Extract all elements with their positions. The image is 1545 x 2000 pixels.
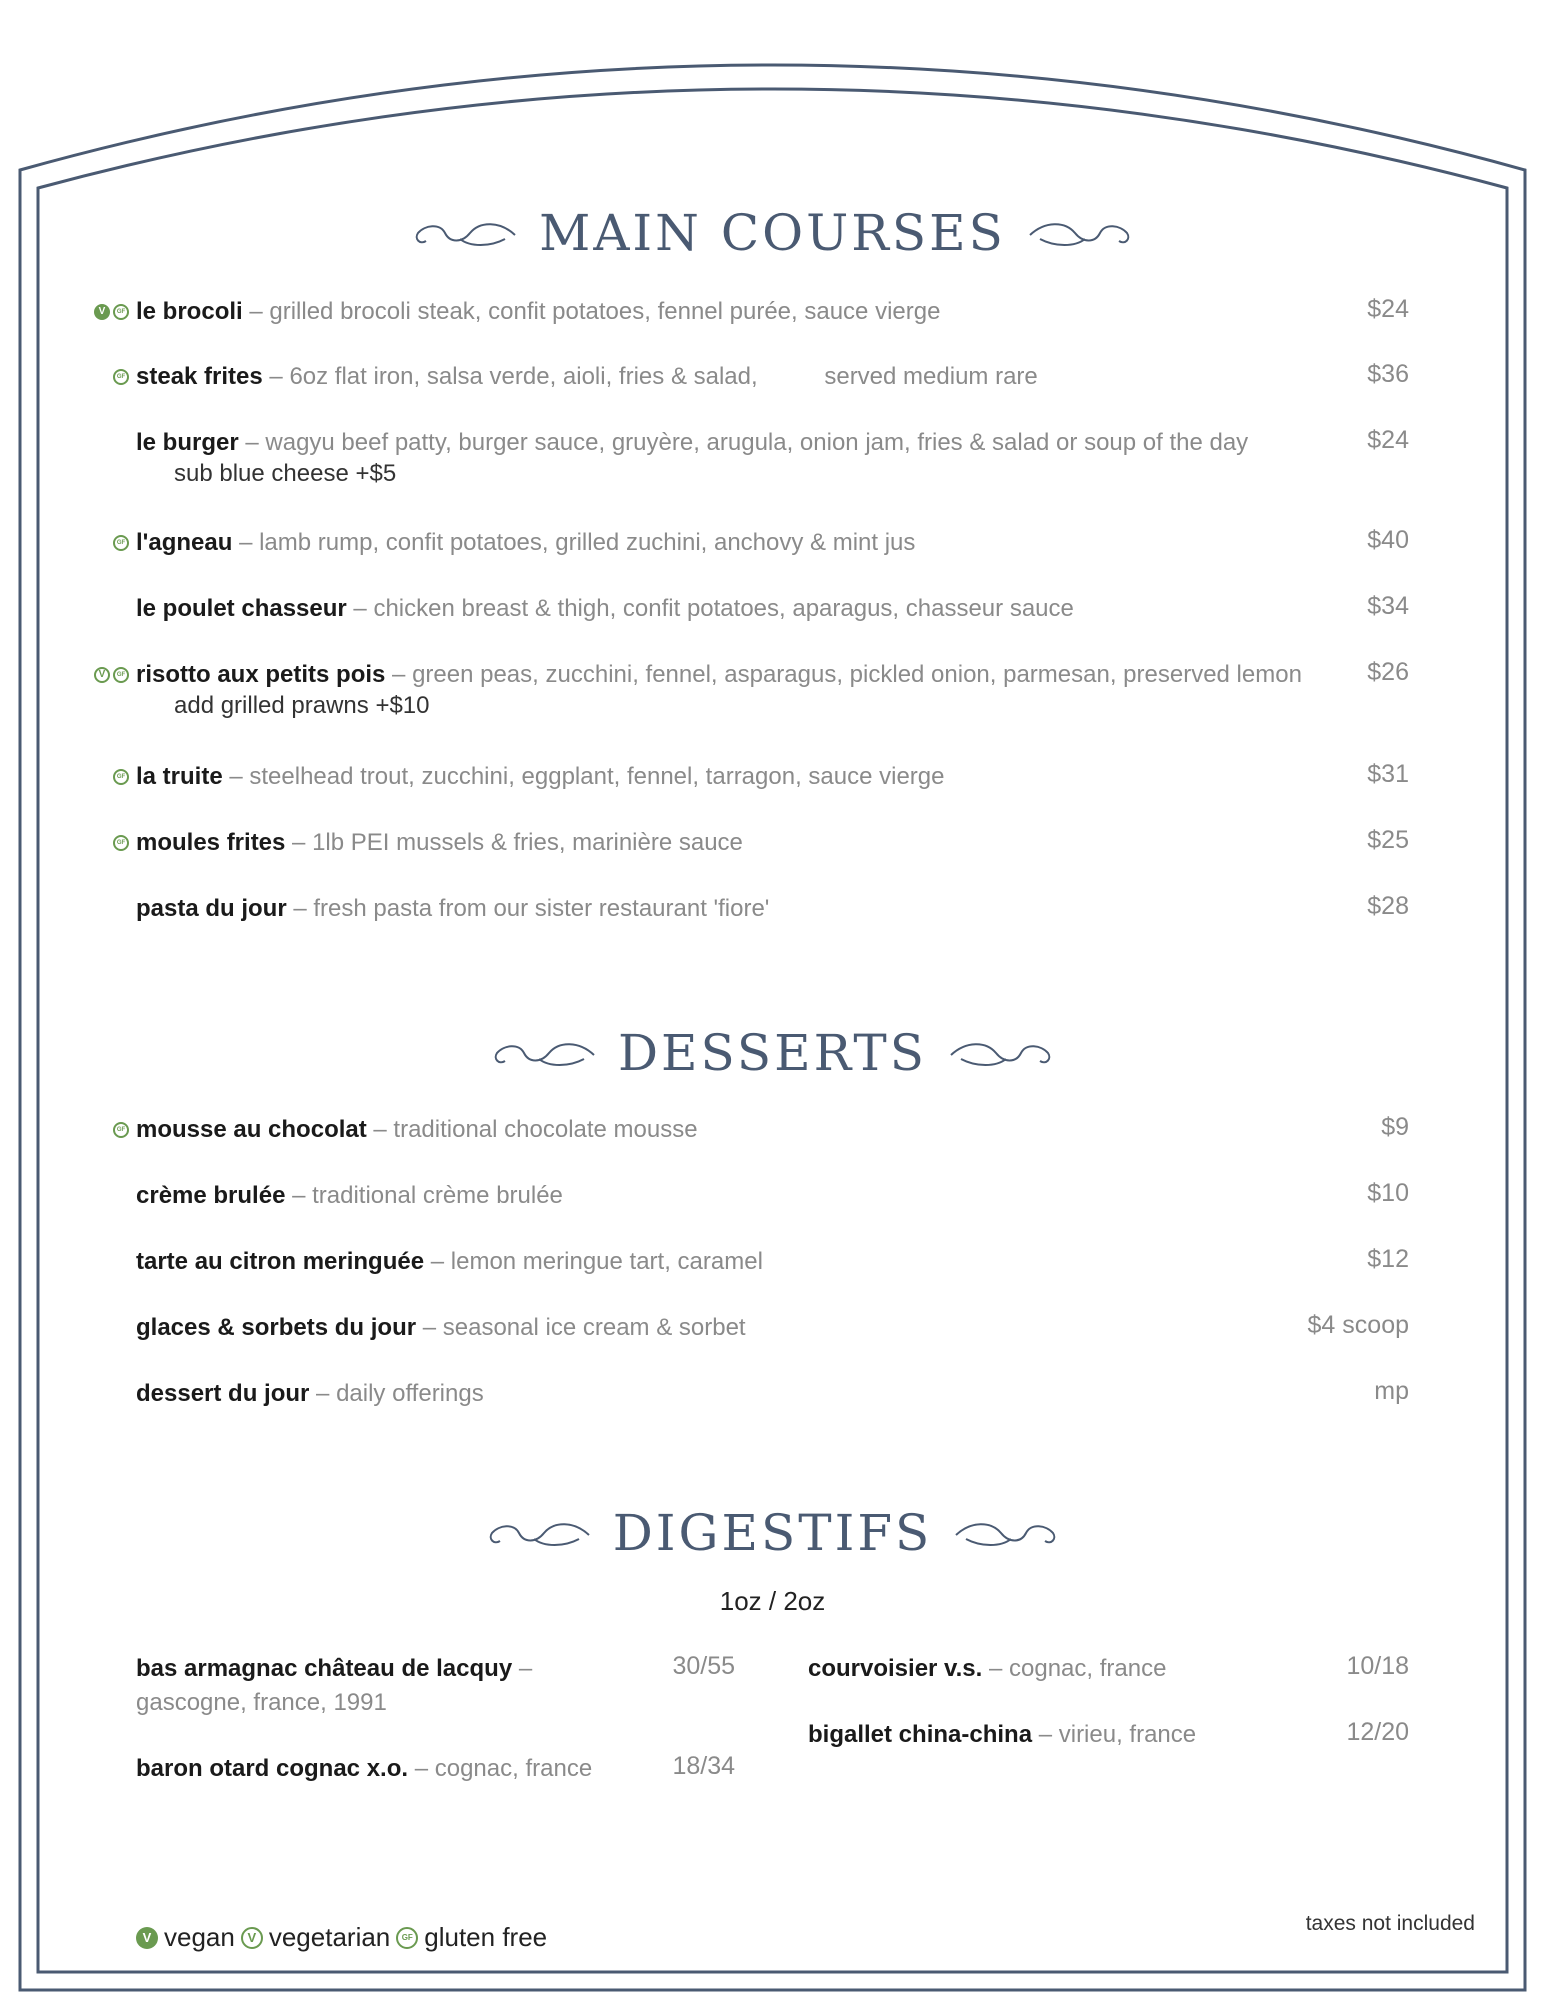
item-description: daily offerings — [336, 1380, 484, 1407]
item-description: lamb rump, confit potatoes, grilled zuchini, anchovy & mint jus — [259, 529, 916, 556]
menu-item — [136, 760, 1416, 794]
item-dash: – — [232, 529, 260, 556]
gluten-free-icon: GF — [113, 535, 129, 551]
item-name: pasta du jour — [136, 895, 287, 922]
diet-icons — [113, 1122, 129, 1138]
legend-vegan: vegan — [164, 1922, 235, 1952]
item-dash: – — [286, 895, 314, 922]
menu-item — [136, 360, 1416, 394]
item-name: le brocoli — [136, 298, 243, 325]
flourish-left-icon — [410, 213, 520, 253]
digestifs-pour-sizes: 1oz / 2oz — [719, 1586, 826, 1616]
item-price: $9 — [1381, 1113, 1409, 1141]
item-name: le poulet chasseur — [136, 595, 347, 622]
item-dash: – — [385, 661, 413, 688]
main-courses-heading — [0, 200, 1545, 262]
item-name: l'agneau — [136, 529, 233, 556]
item-dash: – — [1032, 1721, 1059, 1748]
digestif-item — [136, 1752, 596, 1786]
gluten-free-icon: GF — [113, 1122, 129, 1138]
item-price: $31 — [1367, 760, 1409, 788]
digestif-item — [808, 1652, 1228, 1686]
digestif-item — [808, 1718, 1228, 1752]
item-price: $12 — [1367, 1245, 1409, 1273]
menu-item — [136, 1377, 1416, 1411]
item-description: virieu, france — [1058, 1721, 1197, 1748]
item-dash: – — [238, 429, 266, 456]
gluten-free-icon: GF — [113, 835, 129, 851]
item-dash: – — [982, 1655, 1009, 1682]
item-price: 18/34 — [672, 1752, 735, 1780]
item-description: grilled brocoli steak, confit potatoes, fennel purée, sauce vierge — [269, 298, 941, 325]
item-price: $24 — [1367, 295, 1409, 323]
menu-item — [136, 426, 1416, 460]
item-price: $25 — [1367, 826, 1409, 854]
menu-item — [136, 1113, 1416, 1147]
item-price: 10/18 — [1346, 1652, 1409, 1680]
item-dash: – — [222, 763, 250, 790]
item-description: steelhead trout, zucchini, eggplant, fennel, tarragon, sauce vierge — [249, 763, 945, 790]
diet-icons — [94, 667, 129, 683]
item-dash: – — [408, 1755, 435, 1782]
item-description: gascogne, france, 1991 — [136, 1689, 387, 1716]
item-description: wagyu beef patty, burger sauce, gruyère, arugula, onion jam, fries & salad or soup of the day — [265, 429, 1249, 456]
item-dash: – — [512, 1655, 533, 1682]
item-description: cognac, france — [434, 1755, 593, 1782]
item-name: dessert du jour — [136, 1380, 310, 1407]
legend-vegetarian: vegetarian — [268, 1922, 391, 1952]
main-courses-title: MAIN COURSES — [539, 204, 1006, 262]
flourish-left-icon — [484, 1513, 594, 1553]
digestifs-title: DIGESTIFS — [612, 1504, 933, 1562]
item-price: $26 — [1367, 658, 1409, 686]
diet-icons — [113, 835, 129, 851]
item-name: steak frites — [136, 363, 263, 390]
item-price: $4 scoop — [1307, 1311, 1409, 1339]
item-name: courvoisier v.s. — [808, 1655, 983, 1682]
flourish-right-icon — [1025, 213, 1135, 253]
item-description: seasonal ice cream & sorbet — [442, 1314, 746, 1341]
item-price: 30/55 — [672, 1652, 735, 1680]
taxes-note: taxes not included — [1305, 1912, 1475, 1935]
item-dash: – — [346, 595, 374, 622]
item-description: traditional crème brulée — [312, 1182, 563, 1209]
menu-item — [136, 1245, 1416, 1279]
item-price: mp — [1374, 1377, 1409, 1405]
desserts-heading — [0, 1020, 1545, 1082]
item-dash: – — [309, 1380, 337, 1407]
menu-item — [136, 892, 1416, 926]
item-dash: – — [262, 363, 290, 390]
vegetarian-icon: V — [94, 667, 110, 683]
item-addon: sub blue cheese +$5 — [174, 460, 397, 487]
menu-item — [136, 826, 1416, 860]
gluten-free-icon: GF — [113, 667, 129, 683]
item-description: chicken breast & thigh, confit potatoes, aparagus, chasseur sauce — [373, 595, 1074, 622]
digestif-item — [136, 1652, 596, 1720]
item-name: tarte au citron meringuée — [136, 1248, 425, 1275]
item-name: mousse au chocolat — [136, 1116, 367, 1143]
item-name: bigallet china-china — [808, 1721, 1033, 1748]
dietary-legend — [136, 1922, 547, 1953]
item-name: la truite — [136, 763, 223, 790]
legend-gluten-free: gluten free — [424, 1922, 548, 1952]
item-description: traditional chocolate mousse — [393, 1116, 698, 1143]
item-description: 1lb PEI mussels & fries, marinière sauce — [312, 829, 743, 856]
menu-item — [136, 592, 1416, 626]
item-name: moules frites — [136, 829, 286, 856]
menu-item — [136, 1179, 1416, 1213]
item-description: lemon meringue tart, caramel — [450, 1248, 763, 1275]
item-name: baron otard cognac x.o. — [136, 1755, 409, 1782]
vegan-icon: V — [94, 304, 110, 320]
item-price: $10 — [1367, 1179, 1409, 1207]
desserts-title: DESSERTS — [617, 1024, 928, 1082]
item-description: green peas, zucchini, fennel, asparagus, pickled onion, parmesan, preserved lemon — [412, 661, 1302, 688]
item-name: le burger — [136, 429, 239, 456]
item-price: $34 — [1367, 592, 1409, 620]
diet-icons — [113, 769, 129, 785]
item-dash: – — [285, 829, 313, 856]
vegan-icon: V — [136, 1927, 158, 1949]
gluten-free-icon: GF — [113, 369, 129, 385]
item-dash: – — [424, 1248, 451, 1275]
item-price: $36 — [1367, 360, 1409, 388]
item-price: $24 — [1367, 426, 1409, 454]
item-dash: – — [242, 298, 270, 325]
diet-icons — [94, 304, 129, 320]
diet-icons — [113, 369, 129, 385]
item-price: 12/20 — [1346, 1718, 1409, 1746]
gluten-free-icon: GF — [113, 769, 129, 785]
gluten-free-icon: GF — [396, 1927, 418, 1949]
item-description: cognac, france — [1009, 1655, 1167, 1682]
menu-item — [136, 526, 1416, 560]
item-name: crème brulée — [136, 1182, 286, 1209]
item-description: fresh pasta from our sister restaurant 'fiore' — [313, 895, 770, 922]
menu-item — [136, 1311, 1416, 1345]
menu-item — [136, 658, 1416, 692]
flourish-right-icon — [951, 1513, 1061, 1553]
diet-icons — [113, 535, 129, 551]
item-name: risotto aux petits pois — [136, 661, 386, 688]
item-name: glaces & sorbets du jour — [136, 1314, 417, 1341]
item-price: $40 — [1367, 526, 1409, 554]
item-price: $28 — [1367, 892, 1409, 920]
item-dash: – — [416, 1314, 443, 1341]
digestifs-heading — [0, 1500, 1545, 1562]
item-dash: – — [285, 1182, 313, 1209]
flourish-right-icon — [946, 1033, 1056, 1073]
item-dash: – — [366, 1116, 394, 1143]
vegetarian-icon: V — [241, 1927, 263, 1949]
item-addon: add grilled prawns +$10 — [174, 692, 430, 719]
menu-item — [136, 295, 1416, 329]
item-name: bas armagnac château de lacquy — [136, 1655, 513, 1682]
gluten-free-icon: GF — [113, 304, 129, 320]
item-description: 6oz flat iron, salsa verde, aioli, fries & salad, served medium rare — [289, 363, 1038, 390]
flourish-left-icon — [489, 1033, 599, 1073]
